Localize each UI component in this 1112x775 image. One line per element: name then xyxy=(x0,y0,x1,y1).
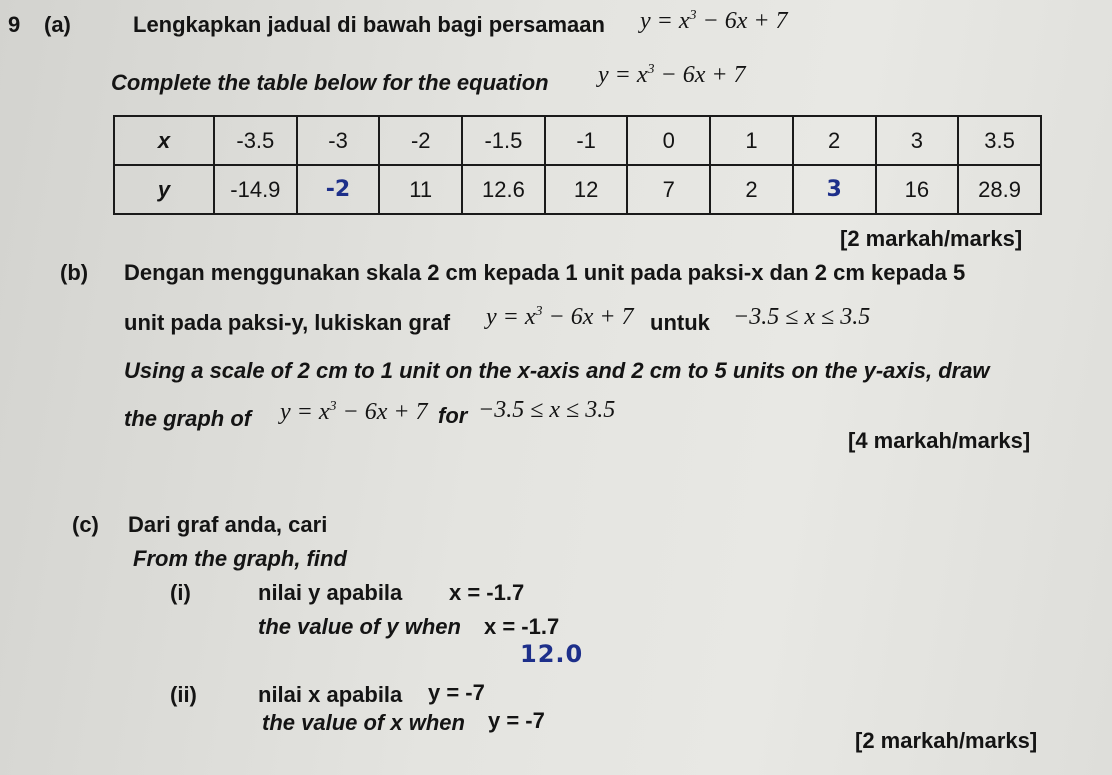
part-c-ii-label: (ii) xyxy=(170,682,197,707)
part-a-marks: [2 markah/marks] xyxy=(840,226,1023,251)
part-a-equation-malay: $y = x^3 - 6x + 7$ xyxy=(640,8,788,34)
part-c-ii-condition-malay: y = -7 xyxy=(428,680,485,705)
part-c-ii-english: the value of x when xyxy=(262,710,465,735)
table-cell: -3 xyxy=(297,116,380,165)
part-b-malay-line1: Dengan menggunakan skala 2 cm kepada 1 unit pada paksi-x dan 2 cm kepada 5 xyxy=(124,260,966,285)
part-a-malay-instruction: Lengkapkan jadual di bawah bagi persamaan xyxy=(133,12,605,37)
table-cell: 3.5 xyxy=(958,116,1041,165)
part-b-english-line2: the graph of xyxy=(124,406,252,431)
part-c-i-malay: nilai y apabila xyxy=(258,580,403,605)
table-cell: 3 xyxy=(876,116,959,165)
part-b-english-line1: Using a scale of 2 cm to 1 unit on the x-axis and 2 cm to 5 units on the y-axis, draw xyxy=(124,358,990,383)
part-c-label: (c) xyxy=(72,512,99,537)
part-a-label: (a) xyxy=(44,12,71,37)
part-b-malay-for: untuk xyxy=(650,310,710,335)
xy-value-table xyxy=(113,115,1042,215)
table-header-y: y xyxy=(114,165,214,214)
part-b-label: (b) xyxy=(60,260,89,285)
table-cell: 11 xyxy=(379,165,462,214)
part-b-range-english: −3.5 ≤ x ≤ 3.5 xyxy=(478,397,616,423)
part-b-equation-english: $y = x^3 - 6x + 7$ xyxy=(280,399,428,425)
table-cell: 1 xyxy=(710,116,793,165)
part-b-english-for: for xyxy=(438,403,468,428)
table-header-x: x xyxy=(114,116,214,165)
table-cell: 12 xyxy=(545,165,628,214)
table-cell: -1 xyxy=(545,116,628,165)
table-cell: 7 xyxy=(627,165,710,214)
part-a-equation-english: $y = x^3 - 6x + 7$ xyxy=(598,62,746,88)
table-cell: 16 xyxy=(876,165,959,214)
table-cell: 2 xyxy=(793,116,876,165)
part-c-english-intro: From the graph, find xyxy=(133,546,347,571)
part-b-range-malay: −3.5 ≤ x ≤ 3.5 xyxy=(733,304,871,330)
part-c-ii-malay: nilai x apabila xyxy=(258,682,403,707)
part-c-malay-intro: Dari graf anda, cari xyxy=(128,512,328,537)
part-c-ii-condition-english: y = -7 xyxy=(488,708,545,733)
table-cell: -2 xyxy=(379,116,462,165)
table-cell: 0 xyxy=(627,116,710,165)
table-row-x xyxy=(114,116,1041,165)
part-b-equation-malay: $y = x^3 - 6x + 7$ xyxy=(486,304,634,330)
part-b-malay-line2: unit pada paksi-y, lukiskan graf xyxy=(124,310,451,335)
table-cell: -1.5 xyxy=(462,116,545,165)
table-cell: 12.6 xyxy=(462,165,545,214)
table-cell: 2 xyxy=(710,165,793,214)
question-number: 9 xyxy=(8,12,21,37)
part-b-marks: [4 markah/marks] xyxy=(848,428,1031,453)
part-c-i-label: (i) xyxy=(170,580,191,605)
table-row-y xyxy=(114,165,1041,214)
part-c-i-handwritten-answer: 12.0 xyxy=(520,640,584,668)
table-cell: -3.5 xyxy=(214,116,297,165)
table-cell-handwritten: -2 xyxy=(297,165,380,214)
table-cell: -14.9 xyxy=(214,165,297,214)
part-c-marks: [2 markah/marks] xyxy=(855,728,1038,753)
part-c-i-english: the value of y when xyxy=(258,614,461,639)
part-a-english-instruction: Complete the table below for the equation xyxy=(111,70,549,95)
part-c-i-condition-english: x = -1.7 xyxy=(484,614,560,639)
table-cell-handwritten: 3 xyxy=(793,165,876,214)
part-c-i-condition-malay: x = -1.7 xyxy=(449,580,525,605)
table-cell: 28.9 xyxy=(958,165,1041,214)
